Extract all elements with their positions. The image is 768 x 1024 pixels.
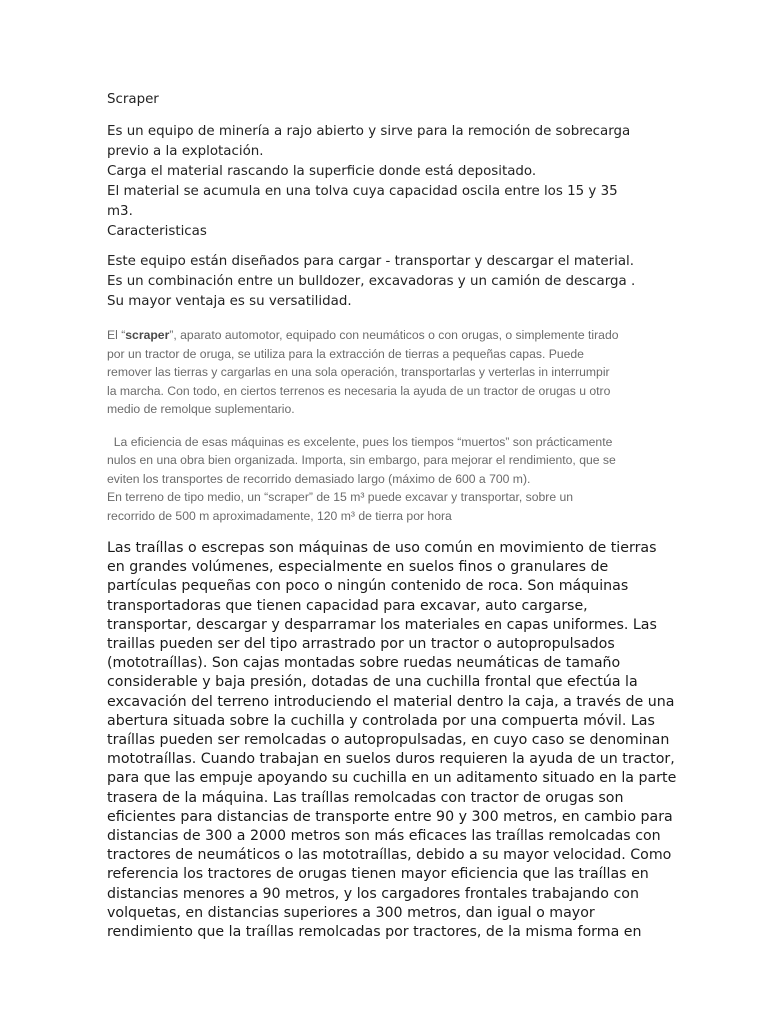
body-line: eficientes para distancias de transporte entre 90 y 300 metros, en cambio para — [107, 808, 673, 825]
grey-line: eviten los transportes de recorrido demasiado largo (máximo de 600 a 700 m). — [107, 471, 531, 486]
intro-line: Carga el material rascando la superficie donde está depositado. — [107, 164, 537, 179]
body-line: volquetas, en distancias superiores a 300 metros, dan igual o mayor — [107, 904, 595, 921]
intro-line: previo a la explotación. — [107, 144, 264, 159]
body-line: en grandes volúmenes, especialmente en suelos finos o granulares de — [107, 559, 609, 576]
characteristics-line: Este equipo están diseñados para cargar - transportar y descargar el material. — [107, 254, 635, 269]
body-line: mototraíllas. Cuando trabajan en suelos duros requieren la ayuda de un tractor, — [107, 751, 675, 768]
grey-line: En terreno de tipo medio, un “scraper” de 15 m³ puede excavar y transportar, sobre un — [107, 490, 574, 504]
body-line: (mototraíllas). Son cajas montadas sobre ruedas neumáticas de tamaño — [107, 655, 621, 672]
body-line: excavación del terreno introduciendo el material dentro la caja, a través de una — [107, 693, 675, 710]
body-line: traillas pueden ser del tipo arrastrado por un tractor o autopropulsados — [107, 636, 615, 653]
scraper-bold-term: scraper — [125, 328, 170, 342]
body-line: transportadoras que tienen capacidad para excavar, auto cargarse, — [107, 597, 588, 614]
grey-prefix: El “ — [107, 328, 126, 342]
scraper-description-paragraph — [107, 326, 667, 419]
grey-line — [107, 326, 667, 345]
grey-line: nulos en una obra bien organizada. Importa, sin embargo, para mejorar el rendimiento, que se — [107, 453, 616, 467]
body-line: distancias de 300 a 2000 metros son más eficaces las traíllas remolcadas con — [107, 828, 661, 845]
body-line: transportar, descargar y desparramar los materiales en capas uniformes. Las — [107, 616, 657, 633]
document-page — [107, 90, 677, 942]
characteristics-line: Su mayor ventaja es su versatilidad. — [107, 294, 352, 309]
body-line: trasera de la máquina. Las traíllas remolcadas con tractor de orugas son — [107, 789, 624, 806]
body-line: para que las empuje apoyando su cuchilla en un aditamento situado en la parte — [107, 770, 677, 787]
intro-line: Es un equipo de minería a rajo abierto y sirve para la remoción de sobrecarga — [107, 124, 631, 139]
body-line: partículas pequeñas con poco o ningún contenido de roca. Son máquinas — [107, 578, 629, 595]
document-title: Scraper — [107, 92, 159, 107]
grey-line: medio de remolque suplementario. — [107, 402, 295, 416]
body-line: rendimiento que la traíllas remolcadas por tractores, de la misma forma en — [107, 924, 642, 941]
characteristics-line: Es un combinación entre un bulldozer, excavadoras y un camión de descarga . — [107, 274, 636, 289]
grey-line: por un tractor de oruga, se utiliza para la extracción de tierras a pequeñas capas. Puede — [107, 346, 584, 361]
body-line: traíllas pueden ser remolcadas o autopropulsadas, en cuyo caso se denominan — [107, 732, 670, 749]
efficiency-paragraph — [107, 433, 667, 526]
characteristics-paragraph — [107, 252, 667, 312]
grey-line: La eficiencia de esas máquinas es excelente, pues los tiempos “muertos” son prácticamente — [107, 434, 613, 449]
body-line: considerable y baja presión, dotadas de una cuchilla frontal que efectúa la — [107, 674, 638, 691]
body-line: abertura situada sobre la cuchilla y controlada por una compuerta móvil. Las — [107, 712, 655, 729]
grey-line: la marcha. Con todo, en ciertos terrenos es necesaria la ayuda de un tractor de orugas u otro — [107, 383, 611, 398]
intro-line: m3. — [107, 204, 133, 219]
traillas-paragraph — [107, 539, 677, 942]
body-line: referencia los tractores de orugas tienen mayor eficiencia que las traíllas en — [107, 866, 649, 883]
grey-line: remover las tierras y cargarlas en una sola operación, transportarlas y verterlas in interrumpir — [107, 365, 610, 379]
section-heading: Caracteristicas — [107, 224, 207, 239]
body-line: distancias menores a 90 metros, y los cargadores frontales trabajando con — [107, 885, 639, 902]
intro-paragraph — [107, 122, 667, 242]
grey-line: recorrido de 500 m aproximadamente, 120 m³ de tierra por hora — [107, 508, 452, 523]
body-line: tractores de neumáticos o las mototraíllas, debido a su mayor velocidad. Como — [107, 847, 672, 864]
intro-line: El material se acumula en una tolva cuya capacidad oscila entre los 15 y 35 — [107, 184, 618, 199]
body-line: Las traíllas o escrepas son máquinas de uso común en movimiento de tierras — [107, 540, 657, 556]
grey-rest: ”, aparato automotor, equipado con neumáticos o con orugas, o simplemente tirado — [169, 328, 619, 342]
